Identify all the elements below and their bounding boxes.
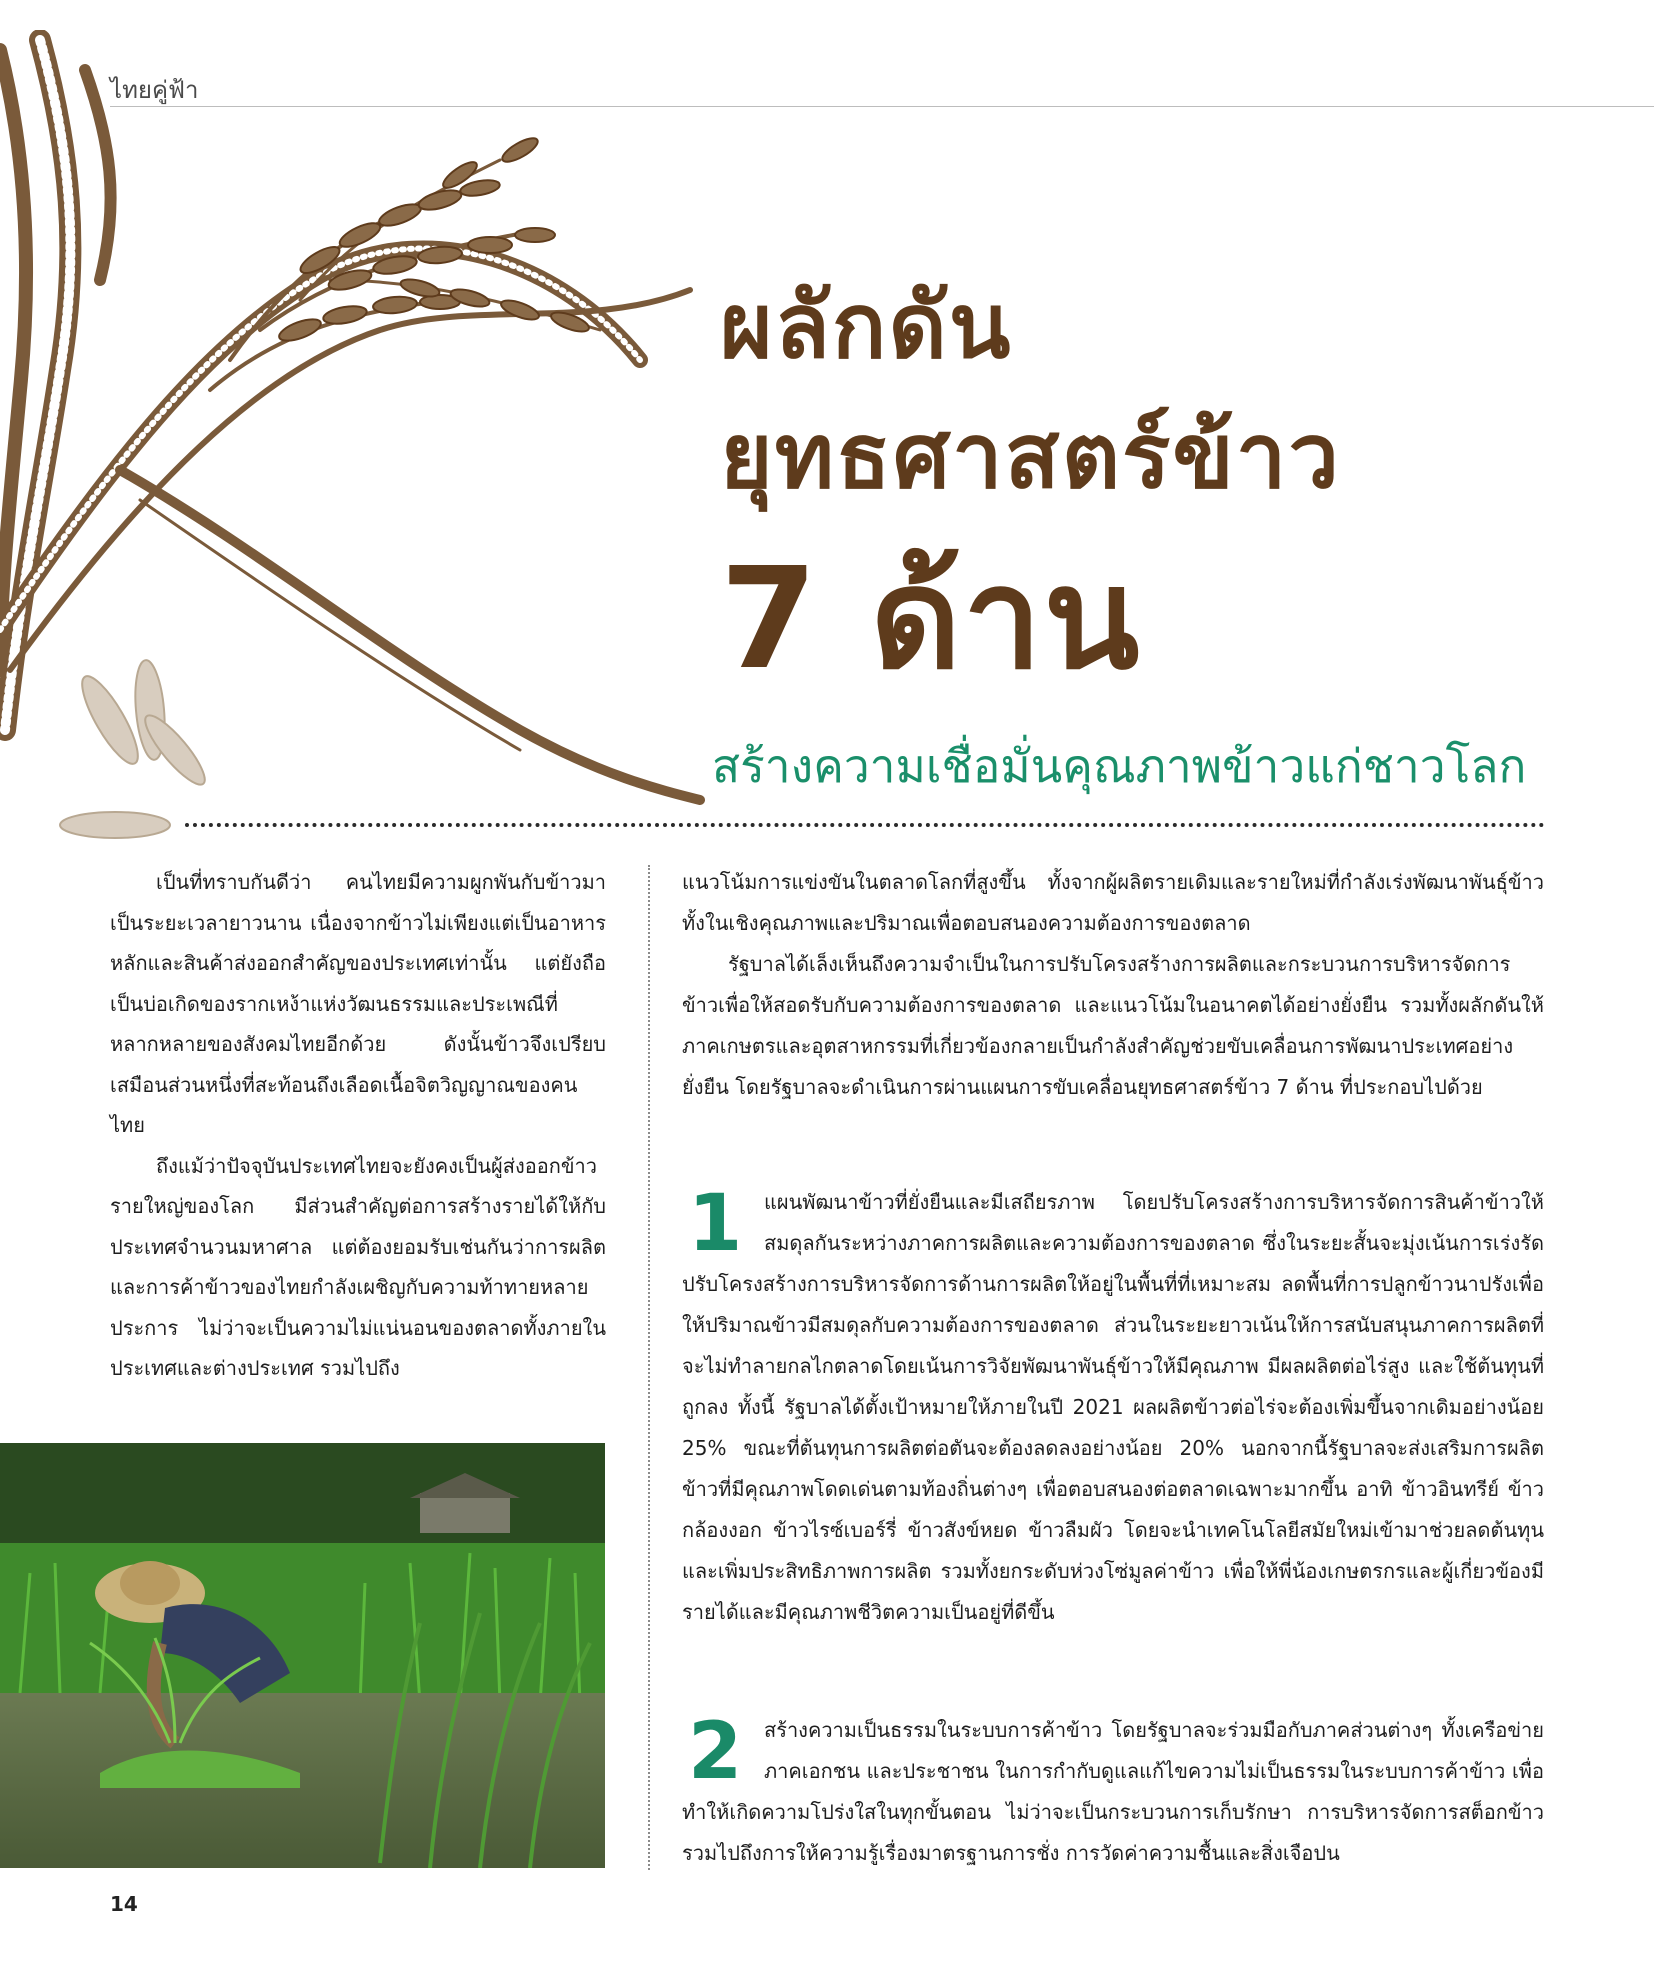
left-paragraph-2: ถึงแม้ว่าปัจจุบันประเทศไทยจะยังคงเป็นผู้ส่งออกข้าวรายใหญ่ของโลก มีส่วนสำคัญต่อการสร้างรายได้ให้กับประเทศจำนวนมหาศาล แต่ต้องยอมรับเช่นกันว่าการผลิตและการค้าข้าวของไทยกำลังเผชิญกับความท้าทายหลายประการ ไม่ว่าจะเป็นความไม่แน่นอนของตลาดทั้งภายในประเทศและต่างประเทศ รวมไปถึง — [110, 1153, 606, 1380]
headline-line-3: 7 ด้าน — [720, 538, 1142, 701]
left-column — [110, 862, 606, 1389]
rice-farmer-photo — [0, 1443, 605, 1868]
strategy-point-2 — [682, 1707, 1544, 1874]
headline-line-2: ยุทธศาสตร์ข้าว — [720, 404, 1341, 509]
point-text: แผนพัฒนาข้าวที่ยั่งยืนและมีเสถียรภาพ โดยปรับโครงสร้างการบริหารจัดการสินค้าข้าวให้สมดุลกันระหว่างภาคการผลิตและความต้องการของตลาด ซึ่งในระยะสั้นจะมุ่งเน้นการเร่งรัดปรับโครงสร้างการบริหารจัดการด้านการผลิตให้อยู่ในพื้นที่ที่เหมาะสม ลดพื้นที่การปลูกข้าวนาปรังเพื่อให้ปริมาณข้าวมีสมดุลกับความต้องการของตลาด ส่วนในระยะยาวเน้นให้การสนับสนุนภาคการผลิตที่จะไม่ทำลายกลไกตลาดโดยเน้นการวิจัยพัฒนาพันธุ์ข้าวให้มีคุณภาพ มีผลผลิตต่อไร่สูง และใช้ต้นทุนที่ถูกลง ทั้งนี้ รัฐบาลได้ตั้งเป้าหมายให้ภายในปี 2021 ผลผลิตข้าวต่อไร่จะต้องเพิ่มขึ้นจากเดิมอย่างน้อย 25% ขณะที่ต้นทุนการผลิตต่อตันจะต้องลดลงอย่างน้อย 20% นอกจากนี้รัฐบาลจะส่งเสริมการผลิตข้าวที่มีคุณภาพโดดเด่นตามท้องถิ่นต่างๆ เพื่อตอบสนองต่อตลาดเฉพาะมากขึ้น อาทิ ข้าวอินทรีย์ ข้าวกล้องงอก ข้าวไรซ์เบอร์รี่ ข้าวสังข์หยด ข้าวลืมผัว โดยจะนำเทคโนโลยีสมัยใหม่เข้ามาช่วยลดต้นทุนและเพิ่มประสิทธิภาพการผลิต รวมทั้งยกระดับห่วงโซ่มูลค่าข้าว เพื่อให้พี่น้องเกษตรกรและผู้เกี่ยวข้องมีรายได้และมีคุณภาพชีวิตความเป็นอยู่ที่ดีขึ้น — [682, 1190, 1544, 1624]
dotted-divider — [185, 823, 1545, 827]
section-label: ไทยคู่ฟ้า — [110, 76, 199, 104]
point-number: 2 — [688, 1707, 743, 1797]
headline-line-1: ผลักดัน — [720, 274, 1013, 379]
subtitle: สร้างความเชื่อมั่นคุณภาพข้าวแก่ชาวโลก — [712, 739, 1527, 793]
point-number: 1 — [688, 1179, 743, 1269]
strategy-point-1 — [682, 1179, 1544, 1633]
rice-stalk-illustration — [0, 30, 720, 850]
page-number: 14 — [110, 1892, 138, 1916]
right-paragraph-1: แนวโน้มการแข่งขันในตลาดโลกที่สูงขึ้น ทั้งจากผู้ผลิตรายเดิมและรายใหม่ที่กำลังเร่งพัฒนาพันธุ์ข้าวทั้งในเชิงคุณภาพและปริมาณเพื่อตอบสนองความต้องการของตลาด — [682, 870, 1544, 935]
point-text: สร้างความเป็นธรรมในระบบการค้าข้าว โดยรัฐบาลจะร่วมมือกับภาคส่วนต่างๆ ทั้งเครือข่ายภาคเอกชน และประชาชน ในการกำกับดูแลแก้ไขความไม่เป็นธรรมในระบบการค้าข้าว เพื่อทำให้เกิดความโปร่งใสในทุกขั้นตอน ไม่ว่าจะเป็นกระบวนการเก็บรักษา การบริหารจัดการสต็อกข้าว รวมไปถึงการให้ความรู้เรื่องมาตรฐานการชั่ง การวัดค่าความชื้นและสิ่งเจือปน — [682, 1718, 1544, 1865]
column-divider — [648, 865, 650, 1870]
right-paragraph-2: รัฐบาลได้เล็งเห็นถึงความจำเป็นในการปรับโครงสร้างการผลิตและกระบวนการบริหารจัดการข้าวเพื่อให้สอดรับกับความต้องการของตลาด และแนวโน้มในอนาคตได้อย่างยั่งยืน รวมทั้งผลักดันให้ภาคเกษตรและอุตสาหกรรมที่เกี่ยวข้องกลายเป็นกำลังสำคัญช่วยขับเคลื่อนการพัฒนาประเทศอย่างยั่งยืน โดยรัฐบาลจะดำเนินการผ่านแผนการขับเคลื่อนยุทธศาสตร์ข้าว 7 ด้าน ที่ประกอบไปด้วย — [682, 952, 1544, 1099]
right-column-intro — [682, 862, 1544, 1108]
left-paragraph-1: เป็นที่ทราบกันดีว่า คนไทยมีความผูกพันกับข้าวมาเป็นระยะเวลายาวนาน เนื่องจากข้าวไม่เพียงแต่เป็นอาหารหลักและสินค้าส่งออกสำคัญของประเทศเท่านั้น แต่ยังถือเป็นบ่อเกิดของรากเหง้าแห่งวัฒนธรรมและประเพณีที่หลากหลายของสังคมไทยอีกด้วย ดังนั้นข้าวจึงเปรียบเสมือนส่วนหนึ่งที่สะท้อนถึงเลือดเนื้อจิตวิญญาณของคนไทย — [110, 870, 606, 1137]
